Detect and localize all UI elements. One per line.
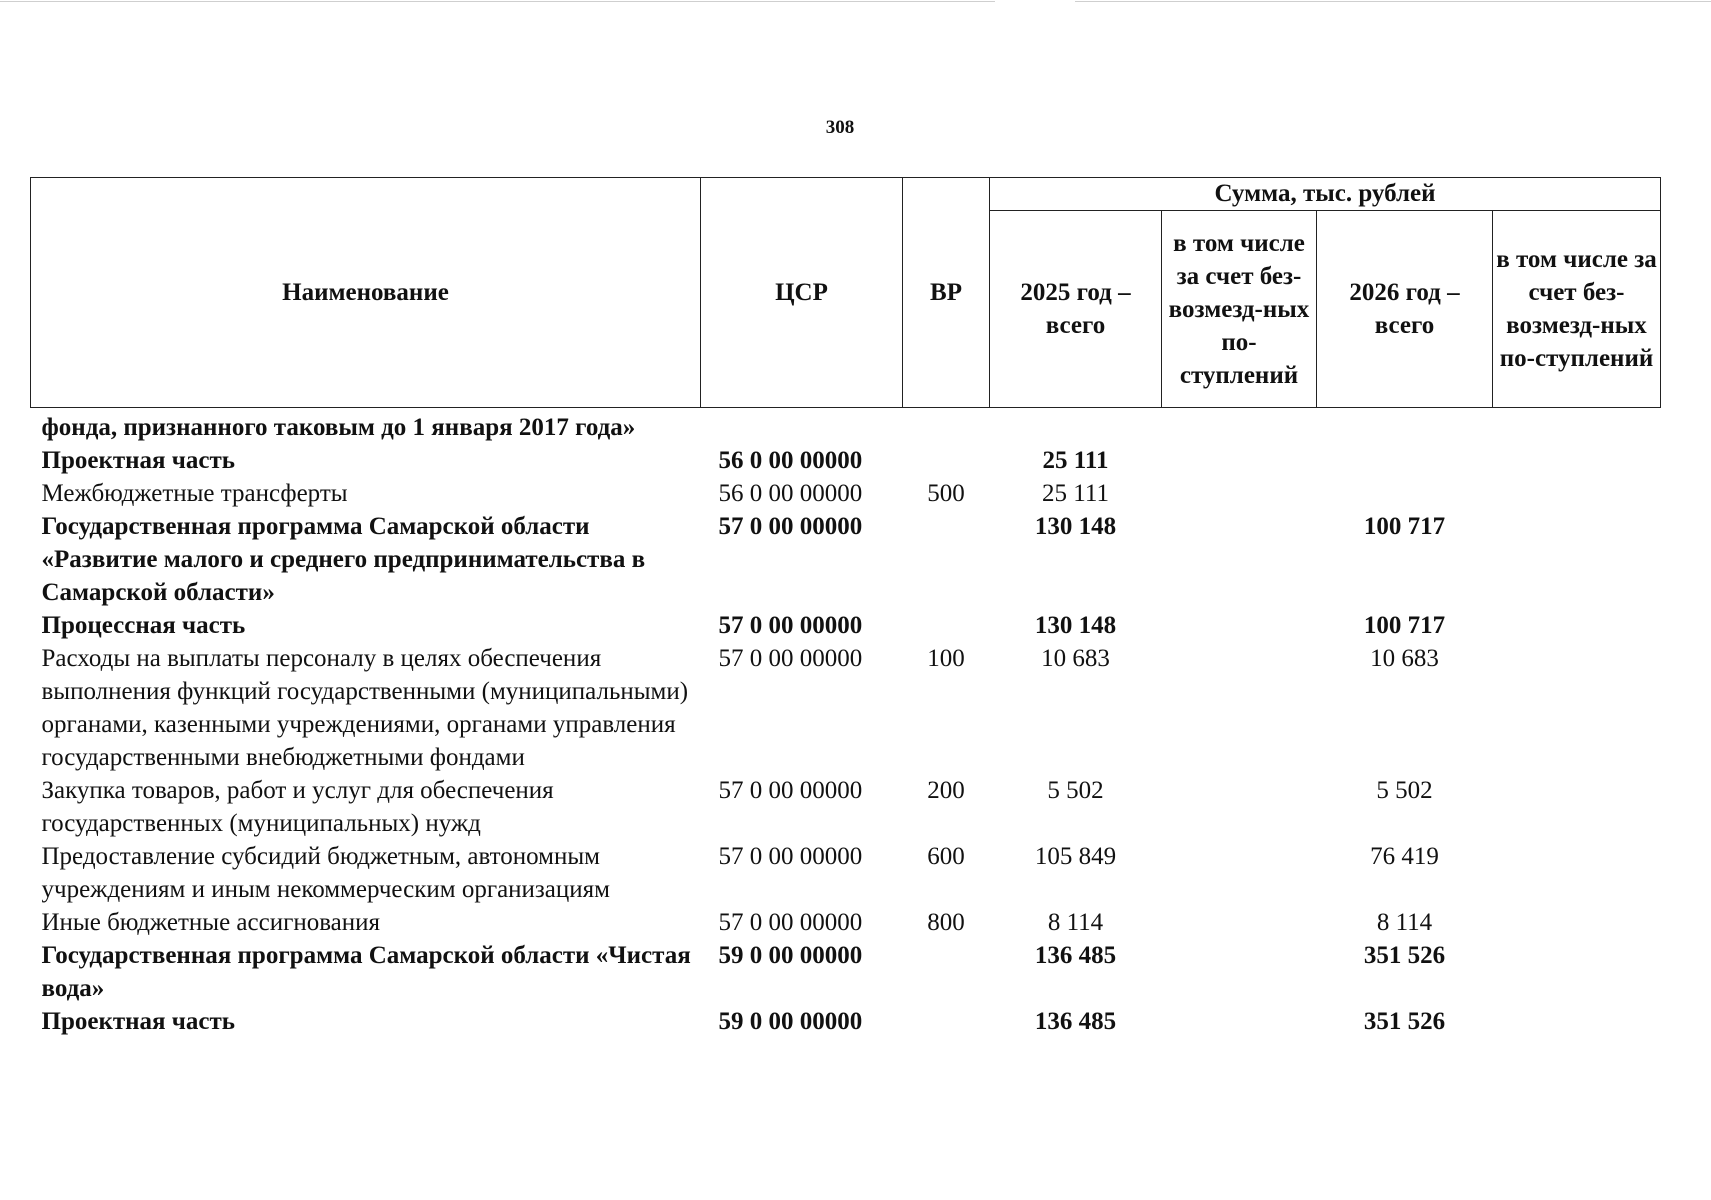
cell-gratuitous-2025: [1162, 939, 1317, 1005]
cell-gratuitous-2026: [1493, 642, 1661, 774]
cell-vr: [903, 1005, 990, 1038]
cell-gratuitous-2026: [1493, 510, 1661, 609]
cell-name: Государственная программа Самарской области «Чистая вода»: [41, 942, 691, 1002]
cell-vr: 600: [927, 843, 965, 870]
cell-gratuitous-2025: [1162, 408, 1317, 445]
cell-csr: 57 0 00 00000: [718, 612, 863, 639]
cell-total-2026: 100 717: [1363, 612, 1446, 639]
cell-total-2026: [1317, 444, 1493, 477]
header-total-2025: 2025 год – всего: [990, 211, 1162, 408]
header-sum-group: Сумма, тыс. рублей: [990, 178, 1661, 211]
cell-gratuitous-2025: [1162, 510, 1317, 609]
table-row: [31, 408, 1661, 445]
cell-gratuitous-2026: [1493, 609, 1661, 642]
cell-gratuitous-2026: [1493, 408, 1661, 445]
table-row: [31, 444, 1661, 477]
header-name: Наименование: [31, 178, 701, 408]
cell-vr: 100: [927, 645, 965, 672]
cell-total-2026: 100 717: [1363, 513, 1446, 540]
cell-gratuitous-2026: [1493, 774, 1661, 840]
cell-name: Закупка товаров, работ и услуг для обеспечения государственных (муниципальных) нужд: [41, 777, 554, 837]
cell-gratuitous-2026: [1493, 906, 1661, 939]
cell-total-2025: 8 114: [1047, 909, 1104, 936]
table-header: [31, 178, 1661, 408]
cell-total-2026: 8 114: [1376, 909, 1433, 936]
header-total-2026: 2026 год – всего: [1317, 211, 1493, 408]
cell-vr: 500: [927, 480, 965, 507]
header-vr: ВР: [903, 178, 990, 408]
cell-vr: [903, 609, 990, 642]
table-row: [31, 840, 1661, 906]
cell-vr: [903, 408, 990, 445]
cell-total-2026: 351 526: [1363, 1008, 1446, 1035]
cell-total-2025: 25 111: [1042, 447, 1109, 474]
table-row: [31, 609, 1661, 642]
cell-gratuitous-2025: [1162, 906, 1317, 939]
cell-csr: 57 0 00 00000: [718, 513, 863, 540]
cell-vr: [903, 939, 990, 1005]
cell-total-2026: 5 502: [1376, 777, 1433, 804]
cell-vr: [903, 510, 990, 609]
cell-csr: 59 0 00 00000: [718, 942, 863, 969]
cell-gratuitous-2025: [1162, 840, 1317, 906]
cell-csr: 57 0 00 00000: [718, 645, 863, 672]
cell-total-2026: 10 683: [1370, 645, 1439, 672]
cell-total-2025: 5 502: [1047, 777, 1104, 804]
cell-vr: 800: [927, 909, 965, 936]
cell-gratuitous-2026: [1493, 477, 1661, 510]
cell-total-2025: 130 148: [1034, 513, 1117, 540]
table-row: [31, 642, 1661, 774]
cell-csr: 57 0 00 00000: [718, 777, 863, 804]
cell-vr: [903, 444, 990, 477]
cell-csr: [701, 408, 903, 445]
cell-name: Государственная программа Самарской области «Развитие малого и среднего предпринимательства в Самарской области»: [41, 513, 646, 606]
cell-name: Расходы на выплаты персоналу в целях обеспечения выполнения функций государственными (муниципальными) органами, казенными учреждениями, органами управления государственными внебюджетными фондами: [41, 645, 689, 771]
cell-total-2025: 130 148: [1034, 612, 1117, 639]
cell-gratuitous-2026: [1493, 939, 1661, 1005]
cell-total-2026: [1317, 408, 1493, 445]
cell-name: Процессная часть: [41, 612, 246, 639]
table-row: [31, 906, 1661, 939]
cell-name: Предоставление субсидий бюджетным, автономным учреждениям и иным некоммерческим организациям: [41, 843, 610, 903]
cell-gratuitous-2026: [1493, 840, 1661, 906]
scan-top-rule-left: [0, 1, 995, 2]
cell-total-2025: 136 485: [1034, 942, 1117, 969]
cell-total-2026: 351 526: [1363, 942, 1446, 969]
header-gratuitous-2026: в том числе за счет без-возмезд-ных по-ступлений: [1493, 211, 1661, 408]
cell-gratuitous-2026: [1493, 444, 1661, 477]
header-gratuitous-2025: в том числе за счет без-возмезд-ных по-ступлений: [1162, 211, 1317, 408]
cell-total-2026: 76 419: [1370, 843, 1439, 870]
cell-total-2025: 25 111: [1042, 480, 1109, 507]
table-row: [31, 939, 1661, 1005]
cell-gratuitous-2025: [1162, 477, 1317, 510]
cell-gratuitous-2025: [1162, 642, 1317, 774]
scan-top-rule-right: [1075, 1, 1711, 2]
cell-name: Иные бюджетные ассигнования: [41, 909, 381, 936]
cell-total-2025: 105 849: [1034, 843, 1117, 870]
cell-name: Проектная часть: [41, 1008, 236, 1035]
table-row: [31, 774, 1661, 840]
cell-csr: 57 0 00 00000: [718, 843, 863, 870]
cell-total-2025: [990, 408, 1162, 445]
budget-table: [30, 177, 1661, 1038]
table-row: [31, 510, 1661, 609]
cell-csr: 57 0 00 00000: [718, 909, 863, 936]
cell-total-2025: 10 683: [1041, 645, 1110, 672]
header-csr: ЦСР: [701, 178, 903, 408]
cell-csr: 56 0 00 00000: [718, 447, 863, 474]
cell-gratuitous-2025: [1162, 774, 1317, 840]
cell-name: Проектная часть: [41, 447, 236, 474]
cell-csr: 56 0 00 00000: [718, 480, 863, 507]
table-row: [31, 1005, 1661, 1038]
cell-total-2025: 136 485: [1034, 1008, 1117, 1035]
cell-gratuitous-2025: [1162, 1005, 1317, 1038]
cell-name: фонда, признанного таковым до 1 января 2017 года»: [41, 414, 636, 441]
cell-gratuitous-2025: [1162, 609, 1317, 642]
cell-vr: 200: [927, 777, 965, 804]
cell-csr: 59 0 00 00000: [718, 1008, 863, 1035]
table-row: [31, 477, 1661, 510]
cell-total-2026: [1317, 477, 1493, 510]
cell-gratuitous-2025: [1162, 444, 1317, 477]
cell-gratuitous-2026: [1493, 1005, 1661, 1038]
page-number: 308: [825, 117, 855, 138]
table-body: [31, 408, 1661, 1039]
cell-name: Межбюджетные трансферты: [41, 480, 348, 507]
